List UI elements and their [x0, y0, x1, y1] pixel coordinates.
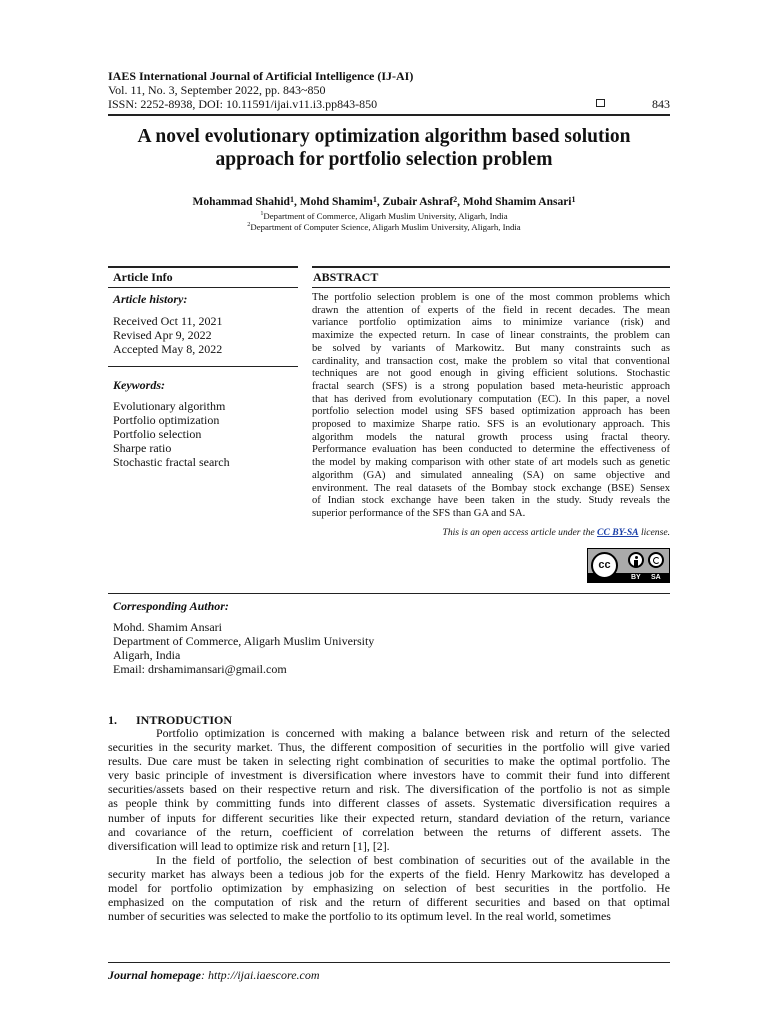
text-line: portfolio selection model using SFS based optimization approach has been — [312, 406, 670, 418]
paragraph — [108, 726, 670, 853]
author: Zubair Ashraf$^2$ — [382, 195, 458, 208]
license-statement: This is an open access article under the CC BY-SA license. — [442, 527, 670, 538]
attribution-person-icon — [628, 552, 644, 568]
text-line: number of securities was selected to make the portfolio to its optimum level. In the real world, sometimes — [108, 909, 611, 924]
share-alike-icon — [648, 552, 664, 568]
affiliation: $^2$Department of Computer Science, Aligarh Muslim University, Aligarh, India — [247, 222, 521, 232]
author-list: Mohammad Shahid$^1$, Mohd Shamim$^1$, Zubair Ashraf$^2$, Mohd Shamim Ansari$^1$ — [192, 195, 576, 208]
author: Mohd Shamim$^1$ — [299, 195, 377, 208]
text-line: Performance evaluation has been conducted to determine the effectiveness of — [312, 444, 670, 456]
author: Mohd Shamim Ansari$^1$ — [462, 195, 576, 208]
author-location: Aligarh, India — [113, 648, 181, 662]
volume-info: Vol. 11, No. 3, September 2022, pp. 843~850 — [108, 83, 326, 97]
page-number: 843 — [652, 97, 670, 111]
author: Mohammad Shahid$^1$ — [192, 195, 294, 208]
text-line: algorithm (GA) and simulated annealing (SA) on same objective and — [312, 469, 670, 481]
journal-homepage-link[interactable]: http://ijai.iaescore.com — [208, 968, 320, 982]
abstract-top-rule — [312, 266, 670, 268]
keywords-label: Keywords: — [113, 378, 165, 392]
article-info-heading: Article Info — [113, 270, 173, 284]
info-divider — [108, 287, 298, 288]
corresponding-author-details — [113, 620, 374, 676]
text-line: The portfolio selection problem is one of the most common problems which — [312, 292, 670, 303]
abstract-heading: ABSTRACT — [313, 270, 379, 284]
text-line: very basic principle of investment is diversification where investors have to commit their fund into different — [108, 768, 670, 783]
text-line: results. Due care must be taken in selecting right combination of securities to make the optimal portfolio. The — [108, 754, 670, 769]
affiliation: $^1$Department of Commerce, Aligarh Muslim University, Aligarh, India — [260, 211, 508, 221]
introduction-heading: 1. INTRODUCTION — [108, 713, 233, 727]
keywords-list — [113, 399, 230, 469]
keyword: Evolutionary algorithm — [113, 399, 226, 413]
text-line: fractal search (SFS) is a strong population based meta-heuristic approach — [312, 380, 670, 392]
introduction-text — [108, 726, 670, 923]
history-accepted: Accepted May 8, 2022 — [113, 342, 223, 356]
issn-doi: ISSN: 2252-8938, DOI: 10.11591/ijai.v11.i3.pp843-850 — [108, 97, 378, 111]
badge-sa-label: SA — [651, 574, 661, 581]
keyword: Sharpe ratio — [113, 441, 172, 455]
abstract-text — [312, 292, 670, 521]
journal-homepage: Journal homepage: http://ijai.iaescore.com — [108, 968, 320, 982]
text-line: securities/assets based on their respective return and risk. The diversification of the portfolio is not as simple — [108, 782, 670, 797]
text-line: algorithm models the natural growth process using fractal theory. — [312, 431, 670, 443]
badge-by-label: BY — [631, 574, 641, 581]
text-line: drawn the attention of experts of the field in recent decades. The mean — [312, 304, 670, 316]
info-divider — [108, 366, 298, 367]
text-line: number of inputs for different securities like their expected return, standard deviation of the return, variance — [108, 810, 670, 825]
text-line: superior performance of the SFS than GA and SA. — [312, 507, 526, 519]
text-line: emphasized on the computation of risk and the return of different securities and based on that optimal — [108, 895, 670, 910]
text-line: the model by making comparison with other state of art models such as genetic — [312, 457, 670, 469]
paper-title — [100, 125, 668, 171]
cc-icon: cc — [591, 552, 618, 579]
info-top-rule — [108, 266, 298, 268]
history-received: Received Oct 11, 2021 — [113, 314, 223, 328]
text-line: of Indian stock exchange have been taken in the study. Study reveals the — [312, 495, 670, 507]
text-line: cardinality, and transaction cost, make the problem so vital that conventional — [312, 355, 670, 367]
article-history — [113, 314, 223, 356]
text-line: security market has always been a tedious job for the experts of the field. Henry Markowitz has developed a — [108, 866, 670, 881]
author-email[interactable]: Email: drshamimansari@gmail.com — [113, 662, 287, 676]
paragraph — [108, 853, 670, 923]
author-name: Mohd. Shamim Ansari — [113, 620, 223, 634]
text-line: In the field of portfolio, the selection of best combination of securities out of the available in the — [156, 852, 670, 867]
text-line: as people think by committing funds into different classes of assets. Systematic diversification requires a — [108, 796, 670, 811]
keyword: Portfolio selection — [113, 427, 202, 441]
text-line: techniques are not good enough in giving efficient solutions. Stochastic — [312, 368, 670, 380]
text-line: be solved by variants of Markowitz. But many constraints such as — [312, 342, 670, 354]
keyword: Portfolio optimization — [113, 413, 220, 427]
text-line: variance portfolio optimization aims to minimize variance (risk) and — [312, 317, 670, 329]
header-rule — [108, 114, 670, 116]
text-line: environment. The real datasets of the Bombay stock exchange (BSE) Sensex — [312, 482, 670, 494]
square-bullet-icon — [596, 99, 605, 107]
text-line: that has derived from evolutionary computation (EC). In this paper, a novel — [312, 393, 670, 405]
text-line: Portfolio optimization is concerned with making a balance between risk and return of the selected — [156, 726, 670, 740]
history-revised: Revised Apr 9, 2022 — [113, 328, 212, 342]
text-line: diversification will lead to optimize risk and return [1], [2]. — [108, 838, 390, 853]
text-line: and covariance of the return, coefficient of correlation between the returns of different assets. The — [108, 824, 670, 839]
title-line: A novel evolutionary optimization algorithm based solution — [137, 126, 631, 147]
section-divider — [108, 593, 670, 594]
title-line: approach for portfolio selection problem — [215, 149, 553, 170]
abstract-divider — [312, 287, 670, 288]
footer-rule — [108, 962, 670, 963]
text-line: maximize the expected return. In case of linear constraints, the problem can — [312, 330, 670, 342]
cc-by-sa-badge[interactable] — [587, 548, 670, 583]
running-header — [108, 69, 413, 111]
author-department: Department of Commerce, Aligarh Muslim University — [113, 634, 375, 648]
article-history-label: Article history: — [113, 292, 188, 306]
text-line: model for portfolio optimization by emphasizing on selection of best securities in the portfolio. He — [108, 881, 670, 896]
cc-by-sa-link[interactable]: CC BY-SA — [597, 527, 639, 538]
journal-name: IAES International Journal of Artificial Intelligence (IJ-AI) — [108, 69, 414, 83]
text-line: proposed to maximize Sharpe ratio. SFS is an evolutionary approach. This — [312, 419, 670, 431]
text-line: securities in the security market. Thus, the different composition of securities in the portfolio will give varied — [108, 740, 670, 755]
keyword: Stochastic fractal search — [113, 455, 230, 469]
affiliations — [100, 211, 668, 233]
corresponding-author-label: Corresponding Author: — [113, 599, 229, 613]
